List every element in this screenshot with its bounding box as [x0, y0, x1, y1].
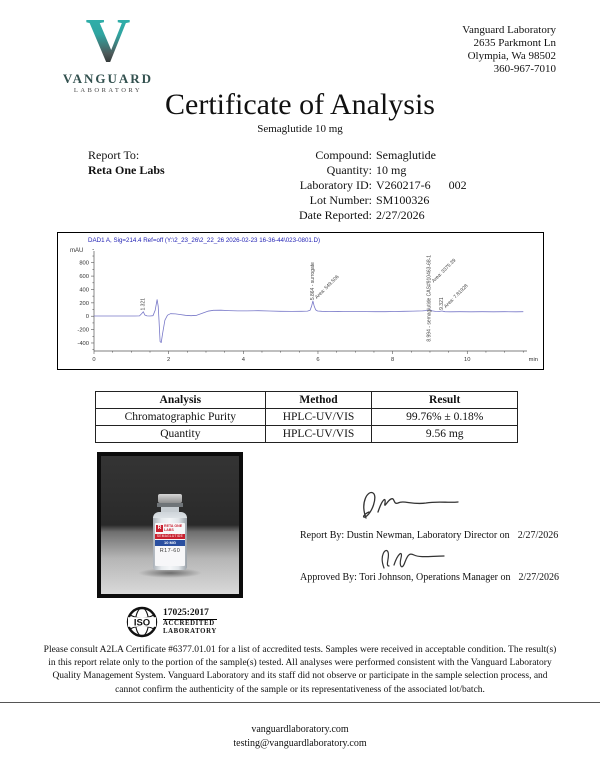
- svg-text:4: 4: [241, 357, 245, 363]
- results-header-row: [96, 392, 518, 409]
- field-date-reported: [252, 208, 467, 223]
- field-label: Laboratory ID:: [299, 178, 372, 192]
- vial-brand-line: RETA ONE: [164, 524, 183, 528]
- report-by-text: Report By: Dustin Newman, Laboratory Director on: [300, 530, 510, 541]
- field-value: Semaglutide: [376, 148, 436, 162]
- chromatogram-plot: [58, 233, 541, 367]
- svg-text:1.321: 1.321: [140, 298, 147, 311]
- lab-address-line: 2635 Parkmont Ln: [473, 37, 556, 49]
- result-cell-analysis: Quantity: [96, 426, 266, 443]
- report-by-line: [300, 530, 558, 541]
- product-vial: [152, 494, 188, 570]
- results-header-method: Method: [265, 392, 372, 409]
- svg-text:8: 8: [391, 357, 395, 363]
- product-photo: [97, 452, 243, 598]
- results-header-analysis: Analysis: [96, 392, 266, 409]
- logo-name: VANGUARD: [62, 71, 154, 86]
- svg-text:mAU: mAU: [70, 248, 84, 254]
- table-row: [96, 409, 518, 426]
- vial-label: [155, 523, 185, 566]
- svg-text:600: 600: [79, 274, 89, 281]
- page-subtitle: Semaglutide 10 mg: [257, 123, 343, 135]
- field-label: Lot Number:: [309, 193, 372, 207]
- field-label: Quantity:: [326, 163, 372, 177]
- svg-text:ISO: ISO: [133, 617, 151, 629]
- lab-id-suffix: 002: [448, 178, 467, 192]
- approved-by-text: Approved By: Tori Johnson, Operations Manager on: [300, 572, 511, 583]
- page-title: Certificate of Analysis: [165, 88, 435, 121]
- report-to-value: Reta One Labs: [88, 163, 165, 177]
- field-label: Compound:: [315, 148, 372, 162]
- svg-text:800: 800: [79, 260, 89, 267]
- iso-accredited-label: ACCREDITED: [163, 620, 215, 627]
- approved-by-line: [300, 572, 559, 583]
- result-cell-analysis: Chromatographic Purity: [96, 409, 266, 426]
- iso-laboratory-label: LABORATORY: [163, 628, 217, 635]
- results-table: [95, 391, 518, 443]
- result-cell-method: HPLC-UV/VIS: [265, 426, 372, 443]
- svg-text:-400: -400: [77, 340, 89, 347]
- vial-brand-name: [164, 524, 182, 532]
- lab-address-line: 360-967-7010: [493, 63, 556, 75]
- svg-text:9.321: 9.321: [438, 297, 445, 310]
- report-by-date: 2/27/2026: [517, 530, 559, 541]
- svg-text:DAD1 A, Sig=214.4 Ref=off (Y:\: DAD1 A, Sig=214.4 Ref=off (Y:\2_23_26\2_22_26 2026-02-23 16-36-44\023-0801.D): [88, 237, 321, 244]
- manager-signature: [370, 543, 450, 575]
- field-value: 2/27/2026: [376, 208, 425, 222]
- vial-brand-line: LABS: [164, 528, 174, 532]
- svg-text:5.864 - surrogate: 5.864 - surrogate: [309, 262, 316, 301]
- sample-info-fields: [252, 148, 467, 223]
- field-value: [372, 178, 467, 193]
- approved-by-date: 2/27/2026: [518, 572, 560, 583]
- report-to-block: [88, 148, 165, 178]
- vial-brand-logo: R: [157, 524, 162, 531]
- lab-address-line: Vanguard Laboratory: [462, 24, 556, 36]
- svg-text:6: 6: [316, 357, 320, 363]
- svg-text:400: 400: [79, 287, 89, 294]
- vial-lot-code: R17-60: [159, 547, 181, 554]
- footer-divider: [0, 702, 600, 703]
- vial-strength-strip: 10 MG: [155, 540, 185, 546]
- svg-text:2: 2: [167, 357, 171, 363]
- field-laboratory-id: [252, 178, 467, 193]
- iso-globe-icon: [125, 605, 159, 639]
- svg-text:0: 0: [85, 314, 89, 321]
- results-header-result: Result: [372, 392, 518, 409]
- footer-website: vanguardlaboratory.com: [251, 724, 349, 735]
- field-value: SM100326: [376, 193, 430, 207]
- svg-text:Area: 7.81928: Area: 7.81928: [443, 283, 470, 310]
- field-label: Date Reported:: [299, 208, 372, 222]
- field-value: 10 mg: [376, 163, 407, 177]
- footer-email: testing@vanguardlaboratory.com: [233, 737, 367, 749]
- svg-text:min: min: [528, 357, 538, 363]
- field-quantity: [252, 163, 467, 178]
- result-cell-result: 9.56 mg: [372, 426, 518, 443]
- svg-text:Area: 3375.39: Area: 3375.39: [430, 257, 458, 285]
- result-cell-result: 99.76% ± 0.18%: [372, 409, 518, 426]
- svg-text:-200: -200: [77, 327, 89, 334]
- iso-accreditation: [125, 605, 217, 639]
- svg-text:0: 0: [92, 357, 96, 363]
- footer: [0, 723, 600, 750]
- lab-address-line: Olympia, Wa 98502: [467, 50, 556, 62]
- logo-subtitle: LABORATORY: [73, 87, 143, 94]
- lab-id: V260217-6: [376, 178, 431, 192]
- vanguard-logo: [52, 7, 164, 94]
- director-signature: [352, 484, 464, 528]
- svg-text:10: 10: [464, 357, 471, 363]
- table-row: [96, 426, 518, 443]
- svg-text:200: 200: [79, 300, 89, 307]
- logo-v-icon: V: [52, 12, 164, 70]
- svg-text:8.994 - semaglutide CAS#91046: 8.994 - semaglutide CAS#910463-68-1: [426, 254, 433, 342]
- lab-address: [462, 24, 556, 76]
- svg-text:Area: 549.506: Area: 549.506: [314, 274, 341, 301]
- disclaimer-text: Please consult A2LA Certificate #6377.01.01 for a list of accredited tests. Samples were received in acceptable condition. The result(s) in this report relate only to the portion of the sample(s) tested. All analyses were performed consistent with the Vanguard Laboratory Quality Management System. Vanguard Laboratory and its staff did not observe or participate in the sample selection process, and cannot confirm the authenticity of the sample or its representativeness of the associated lot/batch.: [43, 645, 557, 695]
- iso-standard: 17025:2017: [163, 608, 217, 620]
- report-to-label: Report To:: [88, 148, 140, 162]
- chromatogram-panel: [57, 232, 544, 370]
- field-lot-number: [252, 193, 467, 208]
- result-cell-method: HPLC-UV/VIS: [265, 409, 372, 426]
- vial-product-strip: SEMAGLUTIDE: [156, 534, 184, 538]
- vial-cap: [158, 494, 182, 503]
- field-compound: [252, 148, 467, 163]
- vial-body: [153, 518, 187, 570]
